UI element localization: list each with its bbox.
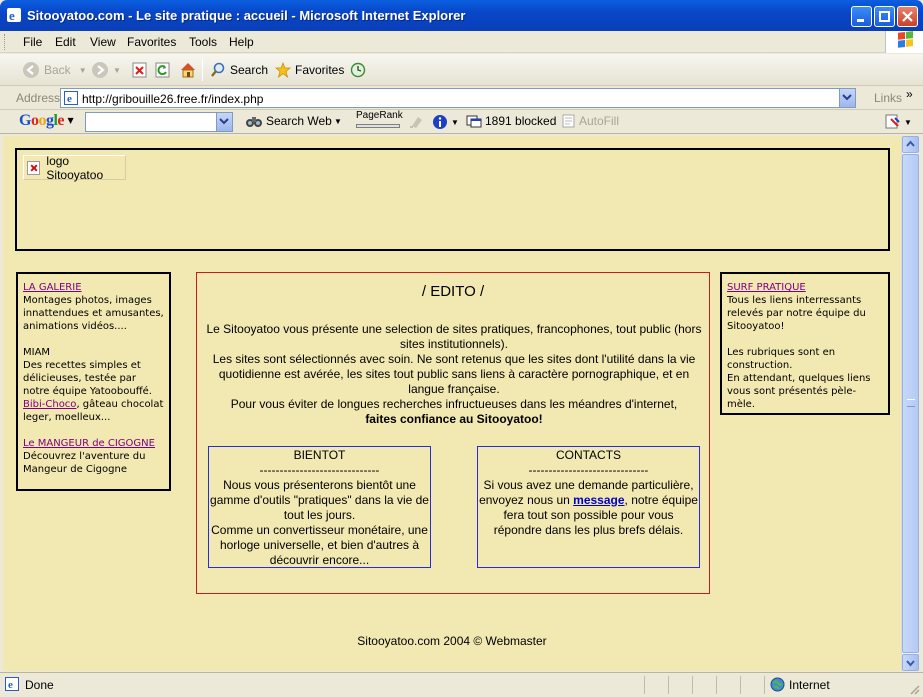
svg-text:e: e xyxy=(8,679,13,691)
menu-bar xyxy=(0,31,923,53)
menu-file[interactable]: File xyxy=(23,35,43,49)
menu-edit[interactable]: Edit xyxy=(55,35,76,49)
message-link[interactable]: message xyxy=(573,493,625,507)
right-sidebar xyxy=(720,272,890,415)
pagerank-bar xyxy=(356,124,400,128)
favorites-label: Favorites xyxy=(295,63,345,77)
blocked-count: 1891 blocked xyxy=(485,114,557,128)
resize-grip-icon[interactable] xyxy=(908,683,920,695)
windows-logo xyxy=(885,31,923,53)
pagerank-indicator[interactable] xyxy=(356,111,402,131)
contacts-text xyxy=(478,478,699,538)
search-web-label: Search Web xyxy=(266,114,332,128)
address-url: http://gribouille26.free.fr/index.php xyxy=(82,92,264,106)
page-viewport[interactable] xyxy=(3,136,901,671)
zone-label: Internet xyxy=(789,677,830,692)
menu-help[interactable]: Help xyxy=(229,35,254,49)
menu-favorites[interactable]: Favorites xyxy=(127,35,177,49)
menu-tools[interactable]: Tools xyxy=(189,35,218,49)
edito-body xyxy=(205,322,703,427)
highlight-button[interactable] xyxy=(409,114,425,128)
left-sidebar xyxy=(16,272,171,491)
back-label: Back xyxy=(44,63,71,77)
window-title: Sitooyatoo.com - Le site pratique : accueil - Microsoft Internet Explorer xyxy=(27,8,466,23)
contacts-text-before: Si vous avez une demande particulière, envoyez nous un xyxy=(479,478,694,507)
mangeur-cigogne-link[interactable]: Le MANGEUR de CIGOGNE xyxy=(23,438,155,449)
menu-view[interactable]: View xyxy=(90,35,116,49)
maximize-button[interactable] xyxy=(874,6,895,27)
logo-alt-text: logo Sitooyatoo xyxy=(46,153,104,182)
surf-description: Tous les liens interressants relevés par notre équipe du Sitooyatoo! xyxy=(727,295,866,332)
home-button[interactable] xyxy=(179,60,197,80)
header-banner xyxy=(15,148,890,251)
galerie-link[interactable]: LA GALERIE xyxy=(23,282,82,293)
meanwhile-note: En attendant, quelques liens vous sont présentés pèle-mèle. xyxy=(727,373,871,410)
bientot-box xyxy=(208,446,431,568)
mangeur-description: Découvrez l'aventure du Mangeur de Cigogne xyxy=(23,451,146,475)
address-label: Address xyxy=(16,91,61,105)
minimize-icon xyxy=(855,10,868,23)
scroll-thumb-grip xyxy=(907,399,915,407)
vertical-scrollbar[interactable] xyxy=(901,136,918,671)
forward-dropdown-icon[interactable]: ▼ xyxy=(113,65,121,75)
menu-grip[interactable] xyxy=(4,34,7,50)
google-search-input[interactable] xyxy=(85,112,233,132)
options-dropdown-icon[interactable]: ▼ xyxy=(904,117,912,127)
minimize-button[interactable] xyxy=(851,6,872,27)
back-arrow-icon xyxy=(22,61,40,79)
scroll-down-button[interactable] xyxy=(902,654,919,671)
bientot-text-1: Nous vous présenterons bientôt une gamme d'outils "pratiques" dans la vie de tout les jours. xyxy=(210,478,429,522)
chevron-down-icon xyxy=(840,89,854,105)
surf-pratique-link[interactable]: SURF PRATIQUE xyxy=(727,282,806,293)
options-icon xyxy=(885,114,901,130)
stop-icon xyxy=(132,62,148,78)
stop-button[interactable] xyxy=(132,60,148,80)
status-cell xyxy=(668,676,669,694)
construction-note: Les rubriques sont en construction. xyxy=(727,347,836,371)
popup-blocker-icon xyxy=(466,114,482,128)
contacts-rule: ------------------------------ xyxy=(528,463,649,477)
windows-flag-icon xyxy=(886,31,923,53)
edito-title: / EDITO / xyxy=(421,283,485,300)
status-cell xyxy=(644,676,645,694)
autofill-button[interactable] xyxy=(562,114,619,128)
broken-image-icon xyxy=(27,161,40,175)
scroll-thumb[interactable] xyxy=(902,154,919,653)
scroll-down-icon xyxy=(903,655,918,670)
logo-image-placeholder xyxy=(23,155,126,180)
info-icon xyxy=(432,114,448,130)
maximize-icon xyxy=(878,10,891,23)
forward-button[interactable] xyxy=(91,60,121,80)
search-label: Search xyxy=(230,63,269,77)
search-button[interactable] xyxy=(210,60,268,80)
status-cell xyxy=(692,676,693,694)
binoculars-icon xyxy=(245,114,263,128)
back-button[interactable] xyxy=(22,60,87,80)
chevron-down-icon xyxy=(217,113,231,129)
google-options-button[interactable] xyxy=(885,114,912,130)
favorites-button[interactable] xyxy=(275,60,344,80)
edito-paragraph-2: Les sites sont sélectionnés avec soin. Ne sont retenus que les sites dont l'utilité dans la vie quotidienne est avérée, les sites tout public sans liens à caractère pornographique, et en langue française. xyxy=(212,352,696,396)
bientot-rule: ------------------------------ xyxy=(259,463,380,477)
bientot-title: BIENTOT xyxy=(293,448,346,462)
close-icon xyxy=(901,10,914,23)
bibi-choco-line xyxy=(23,398,164,424)
scroll-up-icon xyxy=(903,137,918,152)
miam-description: Des recettes simples et délicieuses, testée par notre équipe Yatoobouffé. xyxy=(23,360,152,397)
bibi-choco-link[interactable]: Bibi-Choco xyxy=(23,399,77,410)
history-icon xyxy=(350,62,366,78)
links-chevron-icon[interactable]: » xyxy=(906,87,913,101)
miam-heading: MIAM xyxy=(23,347,51,358)
links-label[interactable]: Links xyxy=(874,91,903,105)
forward-arrow-icon xyxy=(91,61,109,79)
scroll-up-button[interactable] xyxy=(902,136,919,153)
google-search-dropdown[interactable] xyxy=(216,113,232,131)
address-dropdown-button[interactable] xyxy=(839,89,855,107)
refresh-icon xyxy=(155,62,171,78)
back-dropdown-icon[interactable]: ▼ xyxy=(78,65,87,75)
popup-blocker-button[interactable] xyxy=(466,114,556,128)
search-web-dropdown-icon[interactable]: ▼ xyxy=(334,117,342,126)
close-button[interactable] xyxy=(897,6,918,27)
highlighter-icon xyxy=(409,114,425,128)
history-button[interactable] xyxy=(350,60,366,80)
refresh-button[interactable] xyxy=(155,60,171,80)
info-dropdown-icon[interactable]: ▼ xyxy=(451,117,459,127)
favorites-star-icon xyxy=(275,62,291,78)
status-bar xyxy=(0,672,923,697)
bientot-text-2: Comme un convertisseur monétaire, une horloge universelle, et bien d'autres à découvrir encore... xyxy=(211,523,428,567)
home-icon xyxy=(179,61,197,79)
contacts-box xyxy=(477,446,700,568)
page-footer: Sitooyatoo.com 2004 © Webmaster xyxy=(357,634,547,648)
search-web-button[interactable] xyxy=(245,114,332,128)
google-logo[interactable]: Google ▼ xyxy=(19,112,74,129)
page-icon xyxy=(64,91,78,105)
edito-paragraph-3: Pour vous éviter de longues recherches infructueuses dans les méandres d'internet, xyxy=(230,397,678,411)
standard-toolbar xyxy=(0,54,923,86)
status-cell xyxy=(764,676,765,694)
status-text: Done xyxy=(25,678,54,692)
contacts-title: CONTACTS xyxy=(555,448,622,462)
bibi-choco-description: , gâteau chocolat leger, moelleux... xyxy=(23,399,164,423)
ie-app-icon xyxy=(6,7,22,23)
address-input[interactable] xyxy=(60,88,856,108)
svg-text:e: e xyxy=(9,8,15,23)
autofill-label: AutoFill xyxy=(579,114,620,128)
galerie-description: Montages photos, images innattendues et amusantes, animations vidéos.... xyxy=(23,295,164,332)
google-toolbar xyxy=(0,110,923,134)
page-info-button[interactable] xyxy=(432,114,459,130)
address-bar xyxy=(0,86,923,110)
contacts-text-after: , notre équipe fera tout son possible pour vous répondre dans les plus brefs délais. xyxy=(493,493,698,537)
title-bar[interactable] xyxy=(0,0,923,31)
edito-paragraph-1: Le Sitooyatoo vous présente une selection de sites pratiques, francophones, tout public (hors sites institutionnels). xyxy=(206,322,702,351)
svg-text:e: e xyxy=(67,93,72,105)
edito-trust-line: faites confiance au Sitooyatoo! xyxy=(365,412,543,426)
page-done-icon xyxy=(5,677,21,693)
google-menu-chevron-icon[interactable]: ▼ xyxy=(67,116,74,125)
security-zone[interactable] xyxy=(770,677,830,692)
autofill-icon xyxy=(562,114,576,128)
globe-icon xyxy=(770,677,785,692)
status-cell xyxy=(740,676,741,694)
pagerank-label: PageRank xyxy=(356,110,403,121)
edito-section xyxy=(196,272,710,594)
search-icon xyxy=(210,62,226,78)
status-cell xyxy=(716,676,717,694)
toolbar-separator xyxy=(202,59,203,81)
